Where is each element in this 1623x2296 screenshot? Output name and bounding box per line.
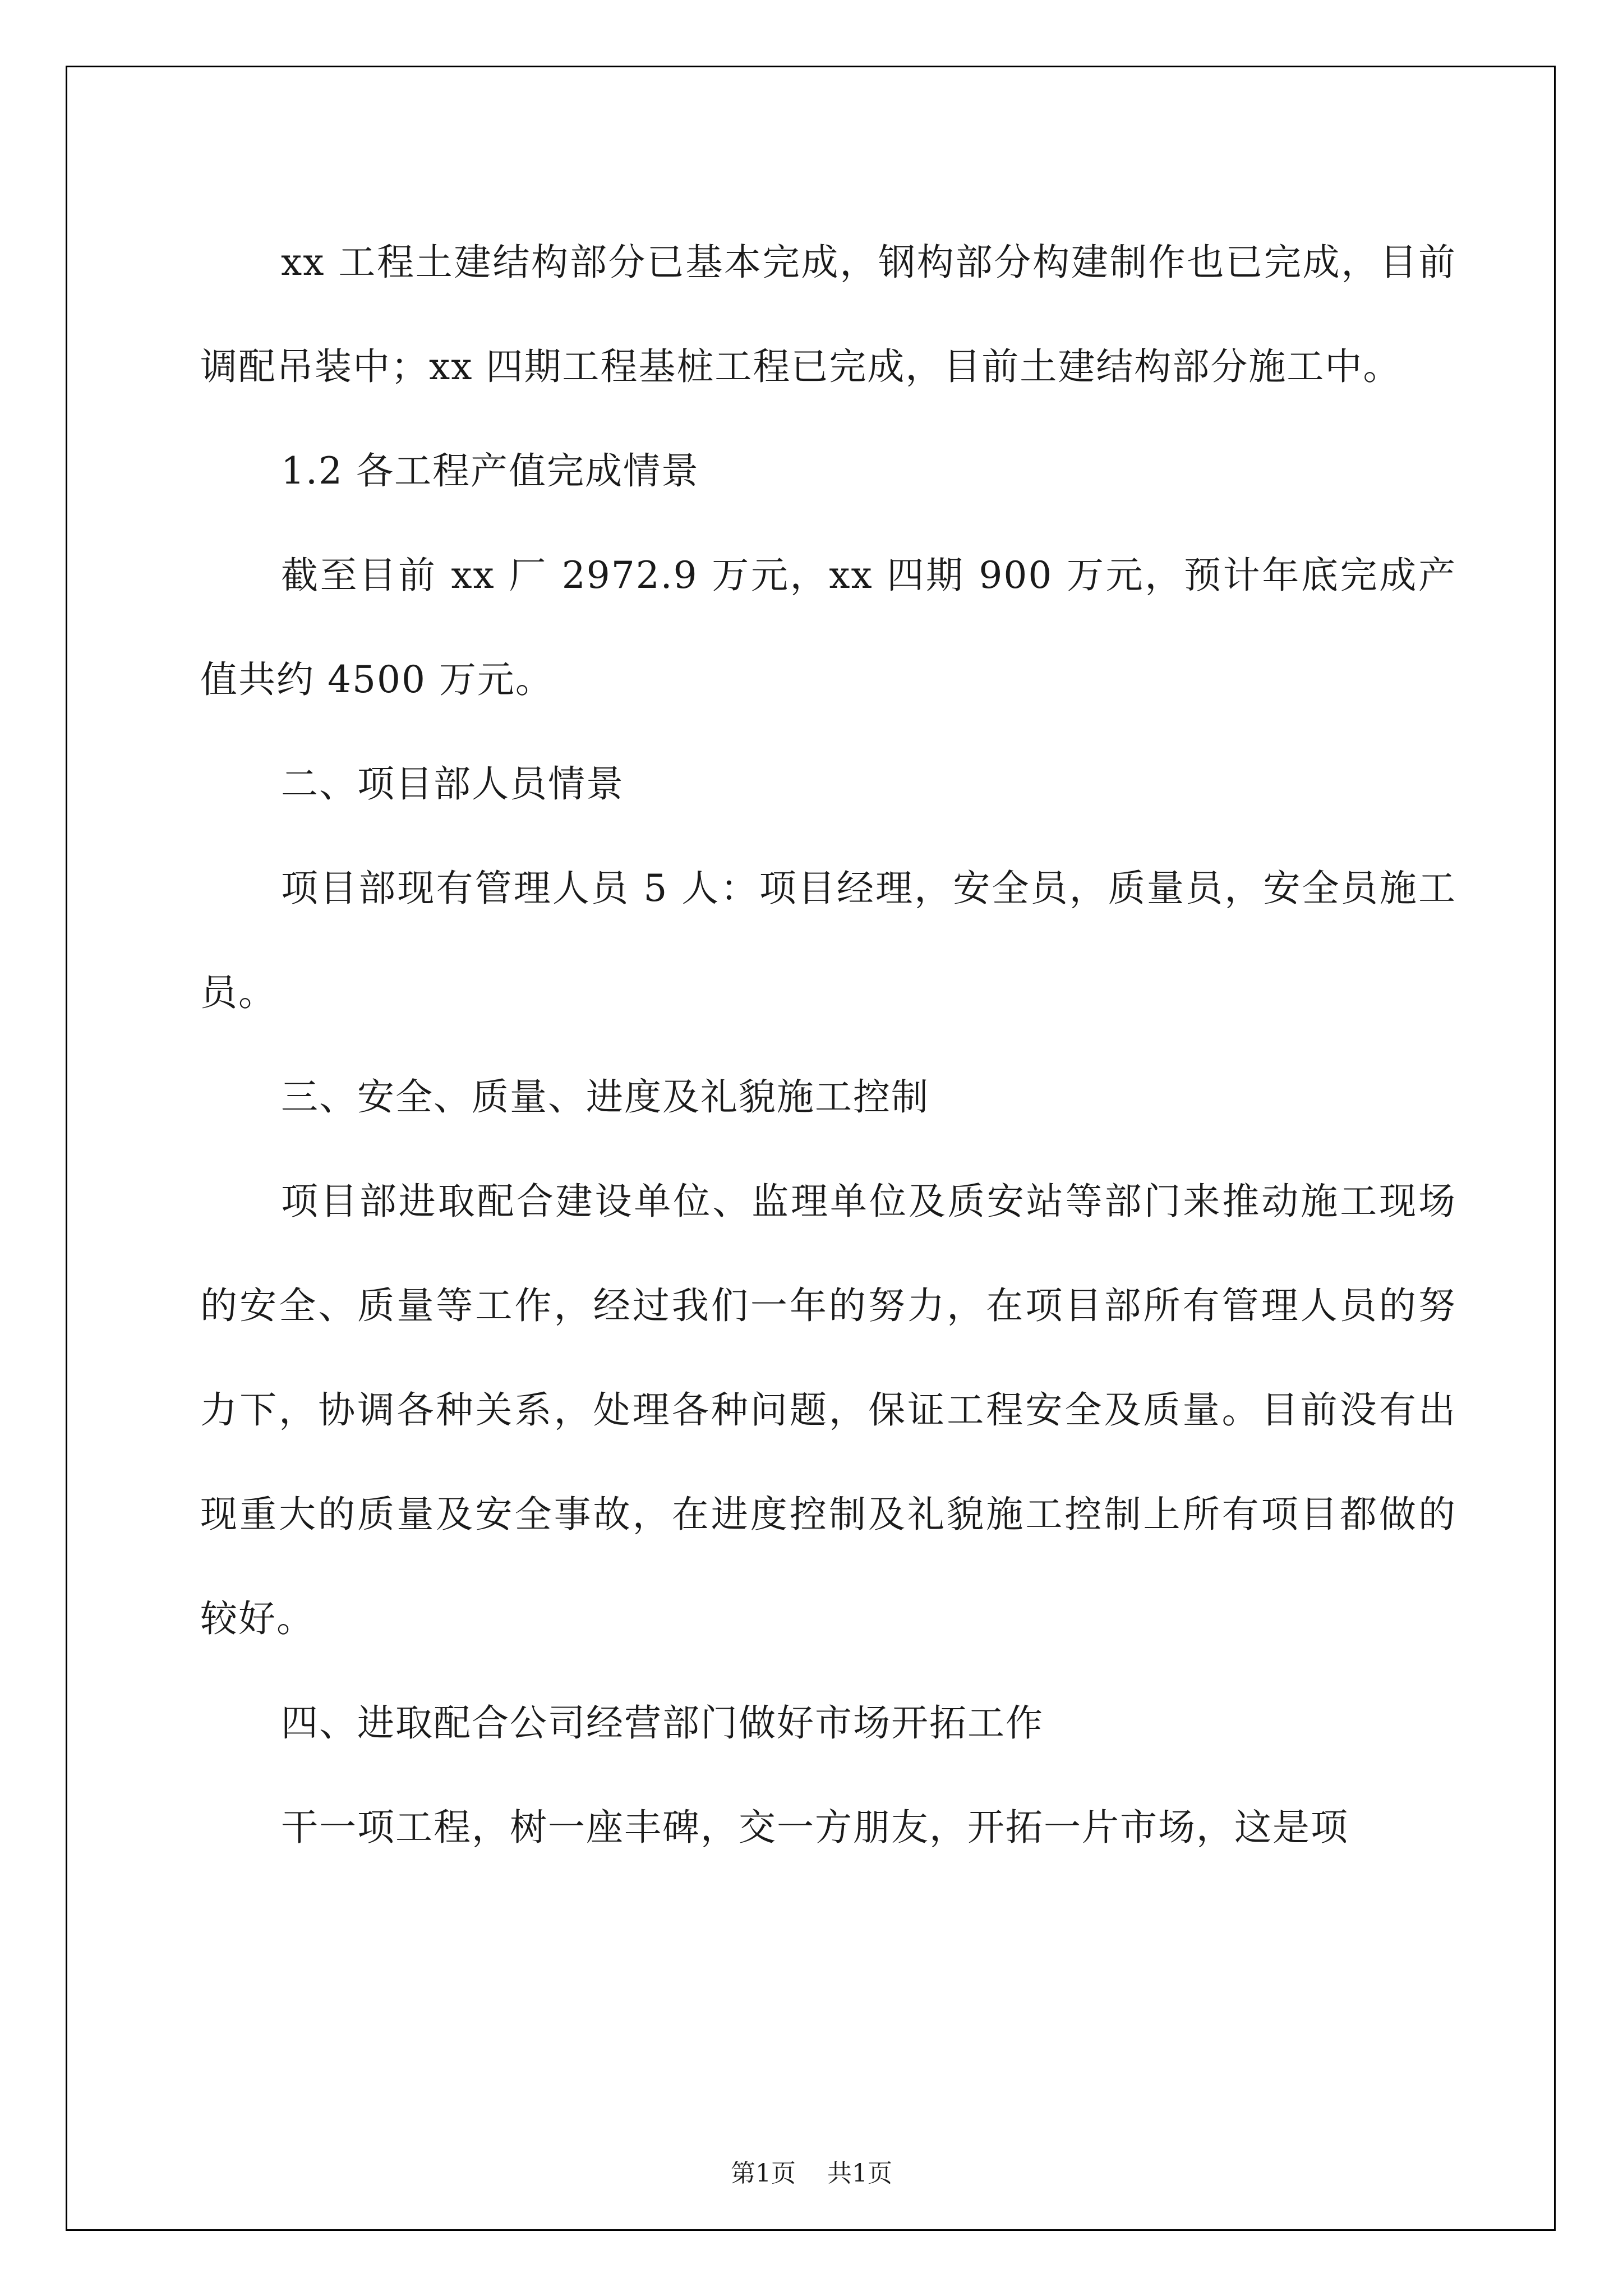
heading-market: 四、进取配合公司经营部门做好市场开拓工作 [281, 1701, 1044, 1745]
paragraph-output-value: 截至目前 xx 厂 2972.9 万元，xx 四期 900 万元，预计年底完成产值共约 4500 万元。 [200, 554, 1456, 701]
page-number-footer: 第1页 共1页 [731, 2159, 892, 2188]
document-body [200, 210, 1456, 1880]
paragraph-control: 项目部进取配合建设单位、监理单位及质安站等部门来推动施工现场的安全、质量等工作，经过我们一年的努力，在项目部所有管理人员的努力下，协调各种关系，处理各种问题，保证工程安全及质量。目前没有出现重大的质量及安全事故，在进度控制及礼貌施工控制上所有项目都做的较好。 [200, 1180, 1456, 1640]
paragraph-staff: 项目部现有管理人员 5 人：项目经理，安全员，质量员，安全员施工员。 [200, 867, 1456, 1014]
heading-control: 三、安全、质量、进度及礼貌施工控制 [281, 1075, 929, 1119]
paragraph-progress: xx 工程土建结构部分已基本完成，钢构部分构建制作也已完成，目前调配吊装中；xx 四期工程基桩工程已完成，目前土建结构部分施工中。 [200, 241, 1456, 388]
heading-staff: 二、项目部人员情景 [281, 762, 624, 806]
paragraph-market: 干一项工程，树一座丰碑，交一方朋友，开拓一片市场，这是项 [281, 1806, 1349, 1849]
heading-output-value: 1.2 各工程产值完成情景 [281, 449, 699, 493]
